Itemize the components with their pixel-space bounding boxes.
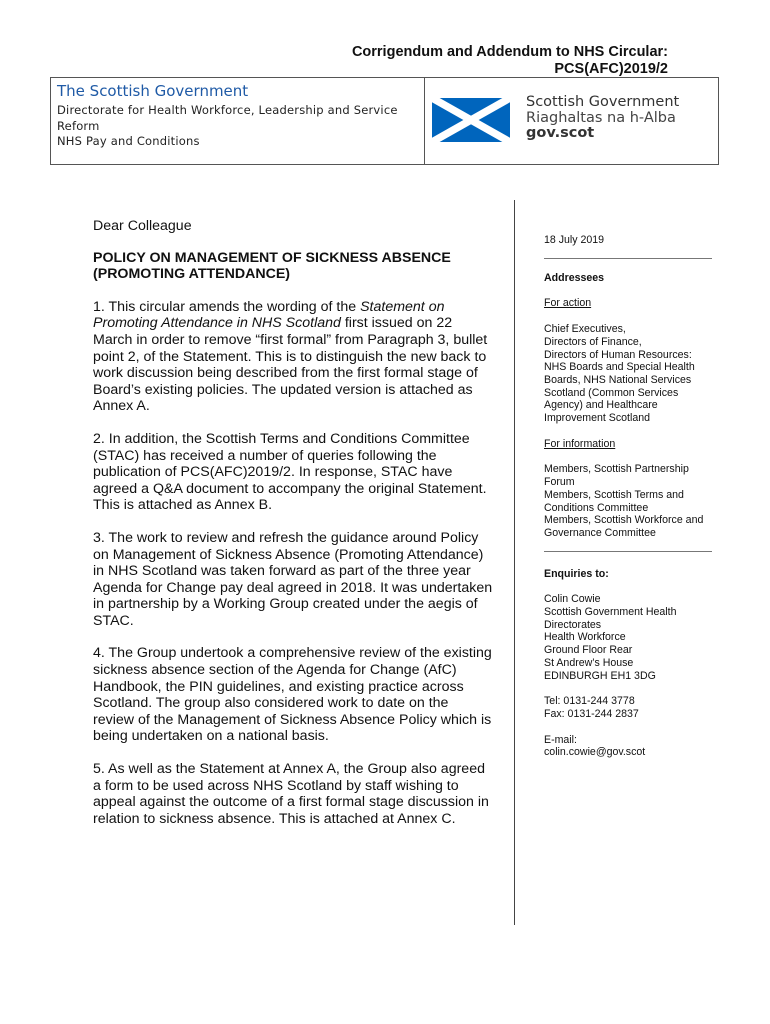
separator bbox=[544, 250, 712, 259]
for-information-line: Members, Scottish Terms and bbox=[544, 488, 684, 501]
contact-line: Scottish Government Health bbox=[544, 606, 677, 619]
for-information-line: Members, Scottish Workforce and bbox=[544, 514, 704, 527]
for-action-line: Agency) and Healthcare bbox=[544, 399, 658, 412]
directorate bbox=[57, 103, 417, 150]
org-name: The Scottish Government bbox=[57, 82, 249, 100]
statement-title: Statement on Promoting Attendance in NHS Scotland bbox=[93, 298, 445, 332]
circular-title bbox=[352, 44, 668, 78]
for-information-line: Forum bbox=[544, 476, 575, 489]
separator bbox=[544, 543, 712, 552]
gov-logo-text bbox=[526, 95, 679, 142]
for-information-list bbox=[544, 463, 734, 539]
paragraph-2: 2. In addition, the Scottish Terms and Conditions Committee (STAC) has received a number of queries following the publication of PCS(AFC)2019/2. In response, STAC have agreed a Q&A document to accompany the original Statement. This is attached as Annex B. bbox=[93, 430, 487, 514]
saltire-flag-icon bbox=[432, 98, 510, 142]
contact-line: Health Workforce bbox=[544, 631, 626, 644]
logo-line-english: Scottish Government bbox=[526, 94, 680, 110]
for-action-line: Scotland (Common Services bbox=[544, 386, 679, 399]
paragraph-3: 3. The work to review and refresh the guidance around Policy on Management of Sickness Absence (Promoting Attendance) in NHS Scotland was taken forward as part of the three year Agenda for Change pay deal agreed in 2018. It was undertaken in partnership by a Working Group created under the aegis of STAC. bbox=[93, 529, 493, 629]
letterhead-box bbox=[50, 77, 719, 165]
letter-date: 18 July 2019 bbox=[544, 234, 605, 246]
subject-line2: (PROMOTING ATTENDANCE) bbox=[93, 266, 291, 283]
contact-line: Ground Floor Rear bbox=[544, 644, 633, 657]
for-action-line: Improvement Scotland bbox=[544, 412, 650, 425]
paragraph-1-rest: first issued on 22 March in order to remove “first formal” from Paragraph 3, bullet point 2, of the Statement. This is to distinguish the new back to work discussion being described from the first formal stage of Board’s existing policies. The updated version is attached as Annex A. bbox=[93, 315, 488, 415]
subject-line1: POLICY ON MANAGEMENT OF SICKNESS ABSENCE bbox=[93, 249, 451, 266]
email-address: colin.cowie@gov.scot bbox=[544, 746, 646, 759]
for-action-list bbox=[544, 323, 734, 425]
for-information-heading: For information bbox=[544, 437, 616, 450]
logo-line-gaelic: Riaghaltas na h-Alba bbox=[526, 109, 676, 126]
directorate-line2: Reform bbox=[57, 118, 100, 133]
contact-line: EDINBURGH EH1 3DG bbox=[544, 669, 656, 682]
paragraph-5: 5. As well as the Statement at Annex A, the Group also agreed a form to be used across NHS Scotland by staff wishing to appeal against the outcome of a first formal stage discussion in relation to sickness absence. This is attached at Annex C. bbox=[93, 761, 489, 827]
enquiries-heading: Enquiries to: bbox=[544, 567, 609, 580]
for-information-line: Conditions Committee bbox=[544, 501, 649, 514]
contact-line: St Andrew’s House bbox=[544, 656, 634, 669]
fax: Fax: 0131-244 2837 bbox=[544, 707, 639, 720]
email-label: E-mail: bbox=[544, 733, 577, 746]
paragraph-1-intro: 1. This circular amends the wording of the bbox=[93, 298, 361, 315]
paragraph-4: 4. The Group undertook a comprehensive review of the existing sickness absence section of the Agenda for Change (AfC) Handbook, the PIN guidelines, and existing practice across Scotland. The group also considered work to date on the review of the Management of Sickness Absence Policy which is being undertaken on a national basis. bbox=[93, 645, 492, 745]
for-action-line: Directors of Finance, bbox=[544, 335, 642, 348]
circular-title-line1: Corrigendum and Addendum to NHS Circular: bbox=[351, 44, 668, 60]
circular-reference: PCS(AFC)2019/2 bbox=[554, 61, 668, 77]
for-information-line: Governance Committee bbox=[544, 526, 656, 539]
letter-body bbox=[93, 218, 493, 843]
for-action-line: Boards, NHS National Services bbox=[544, 373, 692, 386]
column-divider bbox=[514, 200, 515, 925]
letterhead-divider bbox=[424, 78, 425, 165]
for-action-heading: For action bbox=[544, 297, 592, 310]
for-action-line: NHS Boards and Special Health bbox=[544, 361, 695, 374]
contact-name: Colin Cowie bbox=[544, 593, 601, 606]
sidebar bbox=[544, 234, 734, 759]
paragraph-1 bbox=[93, 299, 493, 415]
letter-subject bbox=[93, 250, 493, 283]
for-action-line: Chief Executives, bbox=[544, 323, 626, 336]
telephone: Tel: 0131-244 3778 bbox=[544, 695, 635, 708]
for-action-line: Directors of Human Resources: bbox=[544, 348, 692, 361]
contact-line: Directorates bbox=[544, 618, 602, 631]
logo-line-domain: gov.scot bbox=[526, 125, 595, 141]
contact-address bbox=[544, 593, 734, 682]
directorate-line1: Directorate for Health Workforce, Leadership and Service bbox=[57, 103, 398, 117]
for-information-line: Members, Scottish Partnership bbox=[544, 463, 689, 476]
addressees-heading: Addressees bbox=[544, 271, 605, 284]
division-name: NHS Pay and Conditions bbox=[57, 134, 200, 148]
greeting: Dear Colleague bbox=[93, 218, 192, 234]
